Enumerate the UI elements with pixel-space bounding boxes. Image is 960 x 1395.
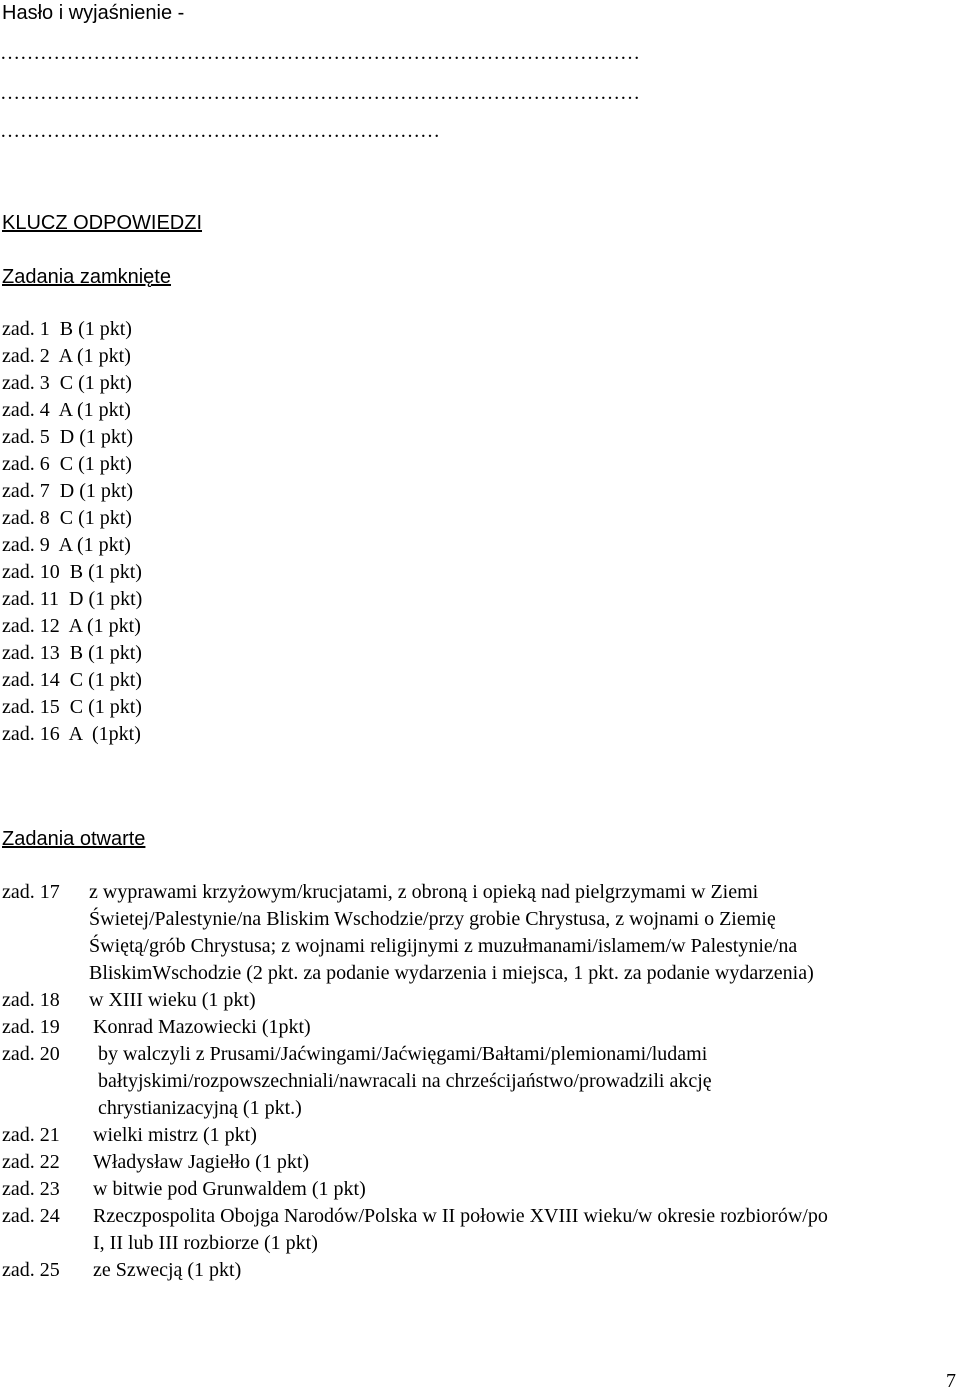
open-tasks-title: Zadania otwarte (2, 828, 146, 850)
list-item (2, 1122, 952, 1149)
answer-blank-line-2: …………………………………………………………………………………… (0, 82, 640, 104)
task-number: zad. 21 (2, 1124, 60, 1146)
open-tasks-list (2, 879, 952, 1284)
task-answer: ze Szwecją (1 pkt) (93, 1259, 242, 1281)
list-item: zad. 1 B (1 pkt) (2, 318, 132, 340)
task-answer: w bitwie pod Grunwaldem (1 pkt) (93, 1178, 366, 1200)
list-item: zad. 5 D (1 pkt) (2, 426, 134, 448)
list-item: zad. 16 A (1pkt) (2, 723, 141, 745)
task-number: zad. 23 (2, 1178, 60, 1200)
task-number: zad. 18 (2, 989, 60, 1011)
task-answer: w XIII wieku (1 pkt) (89, 989, 256, 1011)
list-item: zad. 6 C (1 pkt) (2, 453, 132, 475)
list-item: zad. 15 C (1 pkt) (2, 696, 142, 718)
task-number: zad. 25 (2, 1259, 60, 1281)
list-item (2, 879, 952, 987)
list-item: zad. 3 C (1 pkt) (2, 372, 132, 394)
task-number: zad. 19 (2, 1016, 60, 1038)
list-item (2, 1149, 952, 1176)
answer-blank-line-3: ………………………………………………………… (0, 120, 440, 142)
list-item: zad. 7 D (1 pkt) (2, 480, 134, 502)
list-item: zad. 13 B (1 pkt) (2, 642, 142, 664)
closed-tasks-title: Zadania zamknięte (2, 266, 171, 288)
list-item: zad. 11 D (1 pkt) (2, 588, 143, 610)
task-answer: by walczyli z Prusami/Jaćwingami/Jaćwięgami/Bałtami/plemionami/ludami bałtyjskimi/rozpowszechniali/nawracali na chrześcijaństwo/prowadzili akcję chrystianizacyjną (1 pkt.) (98, 1043, 712, 1119)
task-number: zad. 17 (2, 881, 60, 903)
task-number: zad. 20 (2, 1043, 60, 1065)
task-number: zad. 24 (2, 1205, 60, 1227)
task-answer: Władysław Jagiełło (1 pkt) (93, 1151, 310, 1173)
list-item: zad. 10 B (1 pkt) (2, 561, 142, 583)
list-item (2, 987, 952, 1014)
list-item (2, 1203, 952, 1257)
page-number: 7 (946, 1370, 956, 1392)
list-item: zad. 14 C (1 pkt) (2, 669, 142, 691)
list-item (2, 1014, 952, 1041)
list-item (2, 1257, 952, 1284)
answer-key-title: KLUCZ ODPOWIEDZI (2, 212, 203, 234)
task-answer: Konrad Mazowiecki (1pkt) (93, 1016, 311, 1038)
task-answer: Rzeczpospolita Obojga Narodów/Polska w II połowie XVIII wieku/w okresie rozbiorów/po I, II lub III rozbiorze (1 pkt) (93, 1205, 828, 1254)
list-item: zad. 8 C (1 pkt) (2, 507, 132, 529)
task-answer: z wyprawami krzyżowym/krucjatami, z obroną i opieką nad pielgrzymami w Ziemi Świetej/Palestynie/na Bliskim Wschodzie/przy grobie Chrystusa, z wojnami o Ziemię Świętą/grób Chrystusa; z wojnami religijnymi z muzułmanami/islamem/w Palestynie/na BliskimWschodzie (2 pkt. za podanie wydarzenia i miejsca, 1 pkt. za podanie wydarzenia) (89, 881, 814, 984)
closed-tasks-list (2, 316, 142, 748)
list-item: zad. 9 A (1 pkt) (2, 534, 131, 556)
task-number: zad. 22 (2, 1151, 60, 1173)
list-item: zad. 2 A (1 pkt) (2, 345, 131, 367)
list-item (2, 1041, 952, 1122)
page-heading: Hasło i wyjaśnienie - (2, 2, 185, 24)
list-item: zad. 4 A (1 pkt) (2, 399, 131, 421)
list-item (2, 1176, 952, 1203)
list-item: zad. 12 A (1 pkt) (2, 615, 141, 637)
task-answer: wielki mistrz (1 pkt) (93, 1124, 257, 1146)
answer-blank-line-1: …………………………………………………………………………………… (0, 42, 640, 64)
